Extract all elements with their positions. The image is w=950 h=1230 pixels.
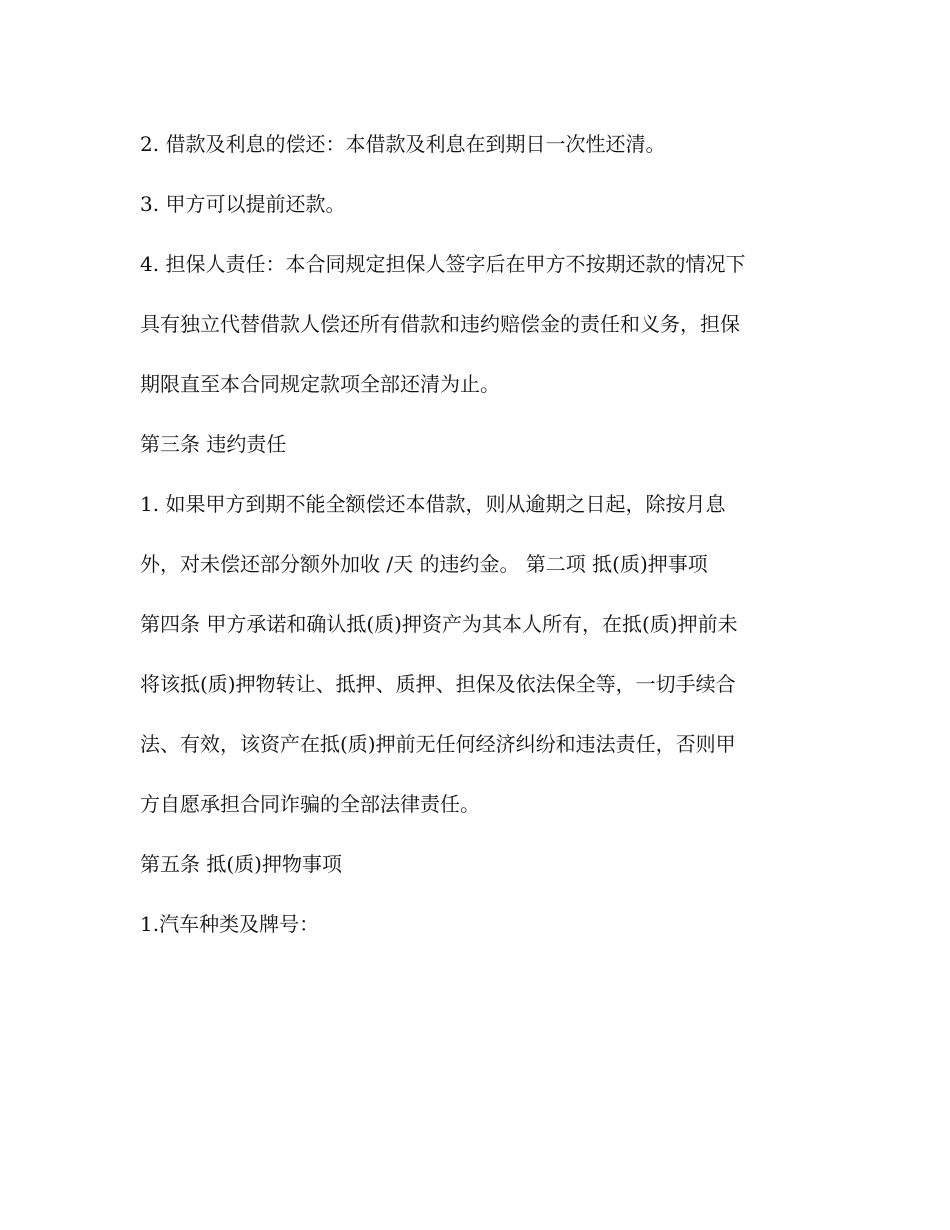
text-line: 法、有效，该资产在抵(质)押前无任何经济纠纷和违法责任，否则甲 — [140, 732, 736, 756]
document-body — [140, 128, 810, 968]
section-heading: 第五条 抵(质)押物事项 — [140, 852, 342, 876]
text-line: 方自愿承担合同诈骗的全部法律责任。 — [140, 792, 480, 816]
section-heading: 第三条 违约责任 — [140, 432, 287, 456]
text-line: 具有独立代替借款人偿还所有借款和违约赔偿金的责任和义务，担保 — [140, 312, 740, 336]
text-line: 将该抵(质)押物转让、抵押、质押、担保及依法保全等，一切手续合 — [140, 672, 736, 696]
text-line: 2. 借款及利息的偿还：本借款及利息在到期日一次性还清。 — [140, 132, 666, 156]
text-line: 3. 甲方可以提前还款。 — [140, 192, 346, 216]
text-line: 外，对未偿还部分额外加收 /天 的违约金。 第二项 抵(质)押事项 — [140, 552, 708, 576]
text-line: 1. 如果甲方到期不能全额偿还本借款，则从逾期之日起，除按月息 — [140, 492, 726, 516]
text-line: 第四条 甲方承诺和确认抵(质)押资产为其本人所有，在抵(质)押前未 — [140, 612, 738, 636]
text-line: 1.汽车种类及牌号： — [140, 912, 320, 936]
text-line: 期限直至本合同规定款项全部还清为止。 — [140, 372, 500, 396]
text-line: 4. 担保人责任：本合同规定担保人签字后在甲方不按期还款的情况下 — [140, 252, 746, 276]
